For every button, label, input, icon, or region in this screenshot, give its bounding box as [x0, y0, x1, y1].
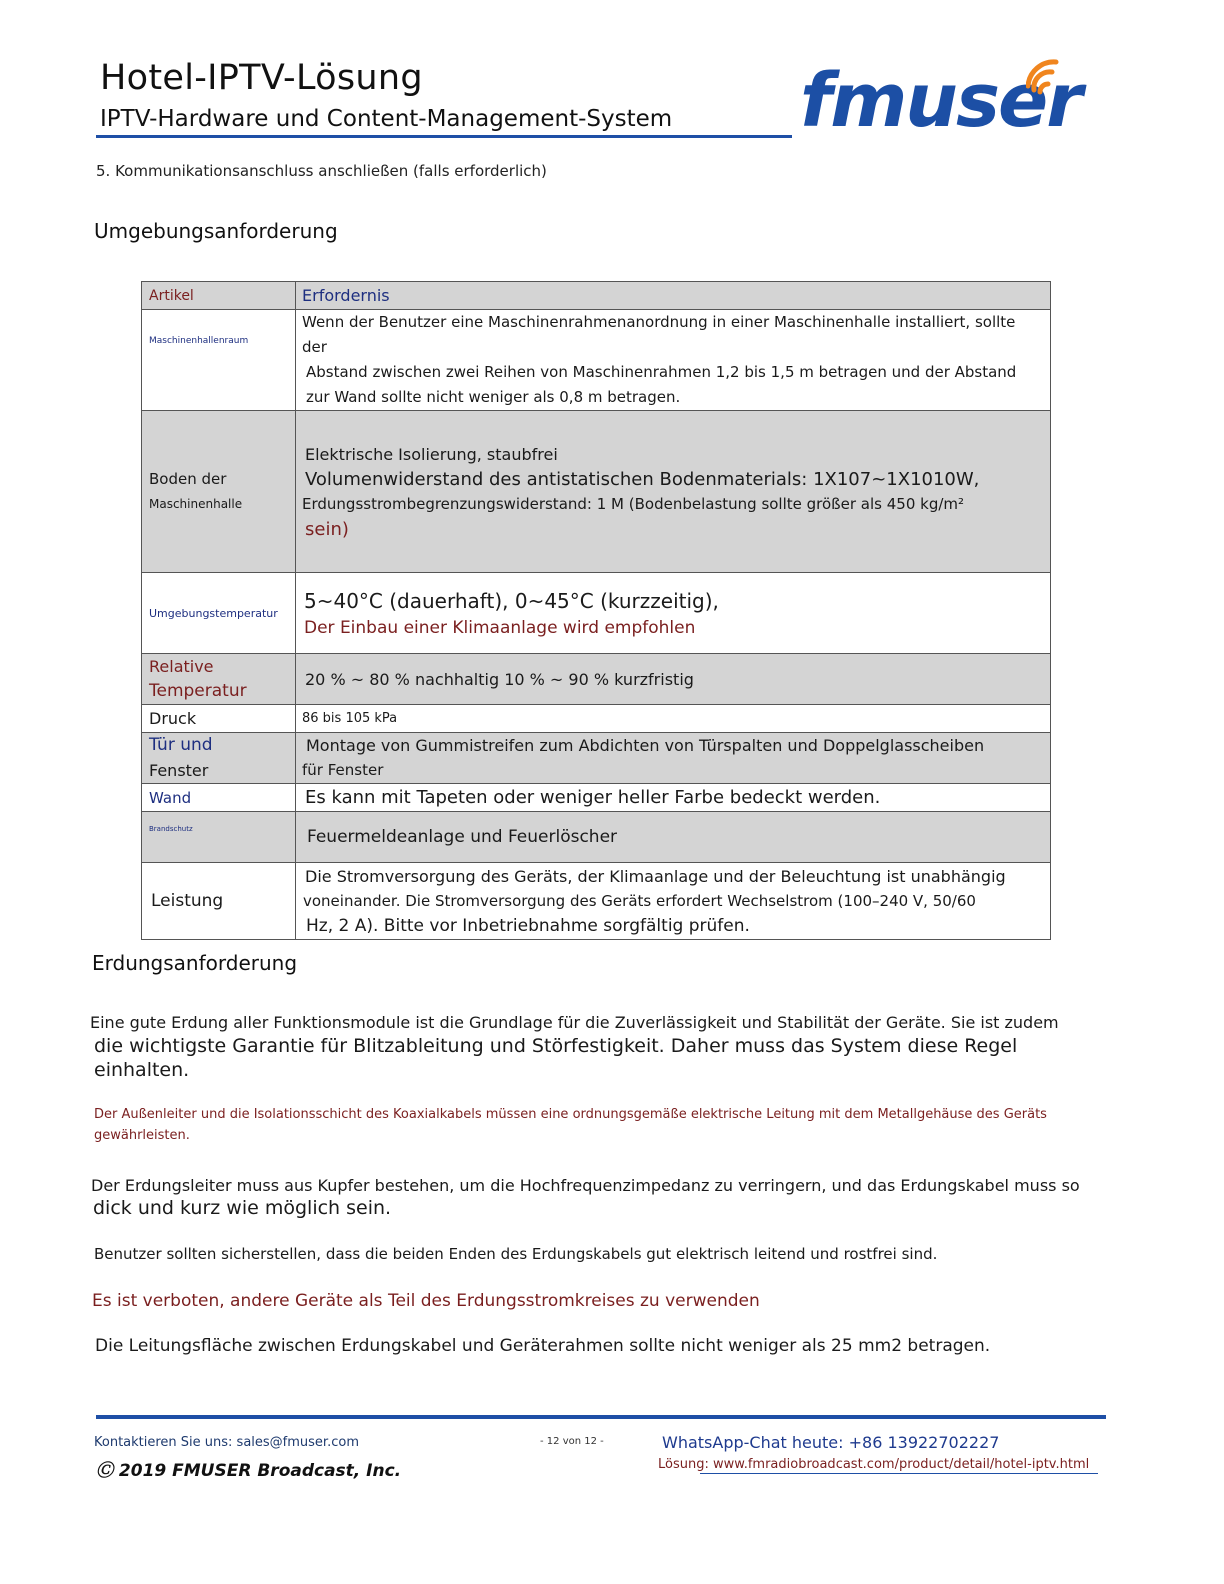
table-row — [142, 733, 1051, 784]
footer-whatsapp: WhatsApp-Chat heute: +86 13922702227 — [662, 1433, 1000, 1452]
row-text-line: für Fenster — [302, 761, 384, 779]
grounding-paragraph-6: Die Leitungsfläche zwischen Erdungskabel und Geräterahmen sollte nicht weniger als 25 mm2 betragen. — [95, 1336, 991, 1356]
document-title: Hotel-IPTV-Lösung — [100, 58, 423, 98]
row-label: Leistung — [151, 891, 224, 911]
grounding-paragraph-1 — [90, 1012, 1090, 1082]
paragraph-line: Eine gute Erdung aller Funktionsmodule ist die Grundlage für die Zuverlässigkeit und Stabilität der Geräte. Sie ist zudem — [90, 1013, 1059, 1032]
row-text-line: Hz, 2 A). Bitte vor Inbetriebnahme sorgfältig prüfen. — [306, 915, 750, 936]
row-text-line: 20 % ~ 80 % nachhaltig 10 % ~ 90 % kurzfristig — [305, 669, 694, 689]
grounding-paragraph-3 — [91, 1175, 1091, 1219]
paragraph-line: Der Erdungsleiter muss aus Kupfer bestehen, um die Hochfrequenzimpedanz zu verringern, und das Erdungskabel muss so — [91, 1176, 1080, 1195]
row-label: Boden der — [149, 469, 227, 488]
row-text-line: Wenn der Benutzer eine Maschinenrahmenanordnung in einer Maschinenhalle installiert, sollte der — [302, 313, 1016, 356]
row-label: Tür und — [149, 735, 213, 755]
footer-link-label: Lösung: — [658, 1457, 709, 1472]
table-row — [142, 705, 1051, 733]
column-header-item: Artikel — [149, 287, 194, 304]
row-label: Temperatur — [149, 681, 247, 701]
paragraph-line: dick und kurz wie möglich sein. — [93, 1197, 392, 1219]
table-row — [142, 784, 1051, 812]
header-divider — [96, 135, 792, 138]
row-text-line: Die Stromversorgung des Geräts, der Klimaanlage und der Beleuchtung ist unabhängig — [305, 866, 1006, 886]
grounding-paragraph-4: Benutzer sollten sicherstellen, dass die beiden Enden des Erdungskabels gut elektrisch leitend und rostfrei sind. — [94, 1245, 938, 1263]
table-row — [142, 812, 1051, 863]
footer-contact: Kontaktieren Sie uns: sales@fmuser.com — [94, 1435, 359, 1450]
step-5-text: 5. Kommunikationsanschluss anschließen (falls erforderlich) — [96, 162, 547, 180]
footer-link[interactable]: www.fmradiobroadcast.com/product/detail/hotel-iptv.html — [713, 1457, 1090, 1472]
signal-waves-icon — [1026, 56, 1086, 96]
table-row — [142, 573, 1051, 654]
row-label: Umgebungstemperatur — [149, 606, 278, 620]
row-label: Druck — [149, 709, 197, 728]
row-text-line: Abstand zwischen zwei Reihen von Maschinenrahmen 1,2 bis 1,5 m betragen und der Abstand — [306, 363, 1017, 381]
row-text-line: zur Wand sollte nicht weniger als 0,8 m betragen. — [306, 388, 681, 406]
row-text-line: Es kann mit Tapeten oder weniger heller Farbe bedeckt werden. — [305, 787, 881, 808]
row-text-line: Feuermeldeanlage und Feuerlöscher — [307, 827, 618, 847]
logo-wordmark: fmuser — [800, 58, 1081, 144]
row-label: Maschinenhallenraum — [149, 336, 249, 346]
table-header-row — [142, 282, 1051, 310]
row-label: Relative — [149, 657, 214, 676]
row-text-line: Elektrische Isolierung, staubfrei — [305, 444, 558, 464]
row-text-line: 5~40°C (dauerhaft), 0~45°C (kurzzeitig), — [304, 588, 719, 613]
document-subtitle: IPTV-Hardware und Content-Management-System — [100, 106, 673, 132]
row-text-line: sein) — [305, 518, 349, 540]
row-label: Maschinenhalle — [149, 496, 243, 511]
table-row — [142, 411, 1051, 573]
environment-heading: Umgebungsanforderung — [94, 219, 338, 243]
row-text-line: Montage von Gummistreifen zum Abdichten von Türspalten und Doppelglasscheiben — [306, 736, 985, 755]
table-row — [142, 310, 1051, 411]
row-label: Fenster — [149, 761, 209, 780]
footer-solution — [658, 1457, 1089, 1472]
paragraph-line: die wichtigste Garantie für Blitzableitung und Störfestigkeit. Daher muss das System diese Regel einhalten. — [94, 1035, 1018, 1081]
footer-copyright: Ⓒ 2019 FMUSER Broadcast, Inc. — [96, 1461, 402, 1481]
grounding-heading: Erdungsanforderung — [92, 951, 298, 975]
row-label: Brandschutz — [149, 825, 193, 833]
fmuser-logo — [800, 56, 1100, 146]
paragraph-line: Der Außenleiter und die Isolationsschicht des Koaxialkabels müssen eine ordnungsgemäße elektrische Leitung mit dem Metallgehäuse des Geräts — [94, 1107, 1047, 1122]
environment-requirements-table — [141, 281, 1051, 940]
row-text-line: Erdungsstrombegrenzungswiderstand: 1 M (Bodenbelastung sollte größer als 450 kg/m² — [302, 494, 965, 513]
row-text-line: Volumenwiderstand des antistatischen Bodenmaterials: 1X107~1X1010W, — [305, 468, 980, 490]
table-row — [142, 654, 1051, 705]
footer-link-underline — [700, 1473, 1098, 1474]
row-text-line: Der Einbau einer Klimaanlage wird empfohlen — [304, 617, 696, 638]
row-label: Wand — [149, 788, 192, 807]
table-row — [142, 863, 1051, 940]
page-number: - 12 von 12 - — [540, 1436, 604, 1447]
row-text-line: voneinander. Die Stromversorgung des Geräts erfordert Wechselstrom (100–240 V, 50/60 — [303, 891, 976, 910]
paragraph-line: gewährleisten. — [94, 1128, 190, 1143]
grounding-paragraph-2 — [94, 1104, 1094, 1146]
footer-divider — [96, 1415, 1106, 1419]
column-header-requirement: Erfordernis — [302, 286, 390, 305]
grounding-paragraph-5: Es ist verboten, andere Geräte als Teil des Erdungsstromkreises zu verwenden — [92, 1291, 760, 1311]
row-text-line: 86 bis 105 kPa — [302, 711, 398, 726]
